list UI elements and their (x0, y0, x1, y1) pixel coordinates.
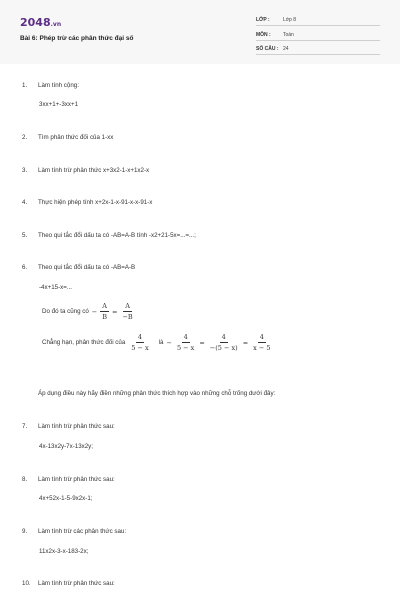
question-text: Làm tính trừ phân thức x+3x2-1-x+1x2-x (38, 167, 150, 174)
question-text: Làm tính trừ phân thức sau: (38, 580, 115, 587)
numerator: 4 (183, 333, 188, 341)
question-3 (22, 167, 149, 174)
sign-rule-prefix: Do đó ta cũng có (42, 308, 89, 315)
meta-count-value: 24 (283, 46, 289, 52)
numerator: A (102, 302, 107, 310)
meta-subject-value: Toán (283, 32, 294, 38)
fraction-a-over-b (100, 302, 109, 321)
denominator: B (102, 313, 108, 321)
question-text: Thực hiện phép tính x+2x-1-x-91-x-x-91-x (38, 199, 153, 206)
question-text: Làm tính trừ phân thức sau: (38, 423, 115, 430)
numerator: 4 (259, 333, 264, 341)
document-header (0, 0, 400, 64)
question-text: Làm tính trừ các phân thức sau: (38, 528, 127, 535)
minus-sign: − (91, 307, 98, 316)
meta-subject (256, 30, 380, 41)
numerator: A (125, 302, 130, 310)
question-number: 8. (22, 476, 28, 483)
example-fraction-2 (175, 333, 196, 352)
equals-sign: = (199, 338, 205, 347)
equals-sign: = (242, 338, 249, 347)
question-9 (22, 528, 126, 535)
fraction-a-over-minus-b (120, 302, 134, 321)
question-number: 4. (22, 199, 28, 206)
sign-rule-example (40, 333, 275, 352)
question-1 (22, 82, 79, 89)
example-fraction-3 (208, 333, 240, 352)
question-10 (22, 580, 115, 587)
question-9-expression: 11x2x-3-x-183-2x; (39, 548, 89, 555)
denominator: 5 − x (131, 344, 149, 352)
meta-grade (256, 15, 380, 26)
question-text: Theo qui tắc đổi dấu ta có -AB=A-B (38, 264, 136, 271)
question-7-expression: 4x-13x2y-7x-13x2y; (39, 443, 93, 450)
example-fraction-1 (129, 333, 150, 352)
logo-suffix: .vn (50, 21, 62, 28)
question-number: 3. (22, 167, 28, 174)
denominator: −(5 − x) (209, 344, 238, 352)
example-fraction-4 (251, 333, 272, 352)
question-number: 1. (22, 82, 28, 89)
example-prefix: Chẳng hạn, phân thức đối của (42, 339, 126, 346)
question-8 (22, 476, 115, 483)
meta-grade-value: Lớp 8 (283, 17, 297, 23)
denominator: x − 5 (253, 344, 271, 352)
minus-sign: − (166, 338, 172, 347)
question-number: 10. (22, 580, 31, 587)
question-6-expression: -4x+15-x=... (39, 284, 73, 291)
denominator: −B (122, 313, 133, 321)
question-text: Làm tính trừ phân thức sau: (38, 476, 115, 483)
question-4 (22, 199, 152, 206)
example-la: là (158, 339, 164, 346)
question-text: Tìm phân thức đối của 1-xx (38, 134, 114, 141)
logo-main: 2048 (20, 16, 51, 29)
denominator: 5 − x (176, 344, 195, 352)
document-title: Bài 6: Phép trừ các phân thức đại số (20, 35, 134, 42)
meta-count (256, 44, 380, 55)
question-8-expression: 4x+52x-1-5-9x2x-1; (39, 495, 93, 502)
site-logo[interactable] (20, 16, 61, 29)
numerator: 4 (137, 333, 143, 341)
question-1-expression: 3xx+1+-3xx+1 (39, 101, 79, 108)
question-text: Làm tính cộng: (38, 82, 79, 89)
meta-subject-label: MÔN : (256, 32, 271, 38)
question-6-instruction: Áp dụng điều này hãy điền những phân thức thích hợp vào những chỗ trống dưới đây: (38, 390, 276, 397)
question-number: 7. (22, 423, 28, 430)
meta-count-label: SỐ CÂU : (256, 46, 279, 52)
question-number: 6. (22, 264, 28, 271)
question-number: 2. (22, 134, 28, 141)
question-5 (22, 232, 196, 239)
meta-grade-label: LỚP : (256, 17, 270, 23)
question-text: Theo qui tắc đổi dấu ta có -AB=A-B tính -x2+21-5x=...=...; (38, 232, 196, 239)
numerator: 4 (221, 333, 226, 341)
question-2 (22, 134, 113, 141)
question-number: 9. (22, 528, 28, 535)
sign-rule (40, 302, 137, 321)
question-number: 5. (22, 232, 28, 239)
equals-sign: = (112, 307, 118, 316)
question-6 (22, 264, 135, 271)
question-7 (22, 423, 115, 430)
